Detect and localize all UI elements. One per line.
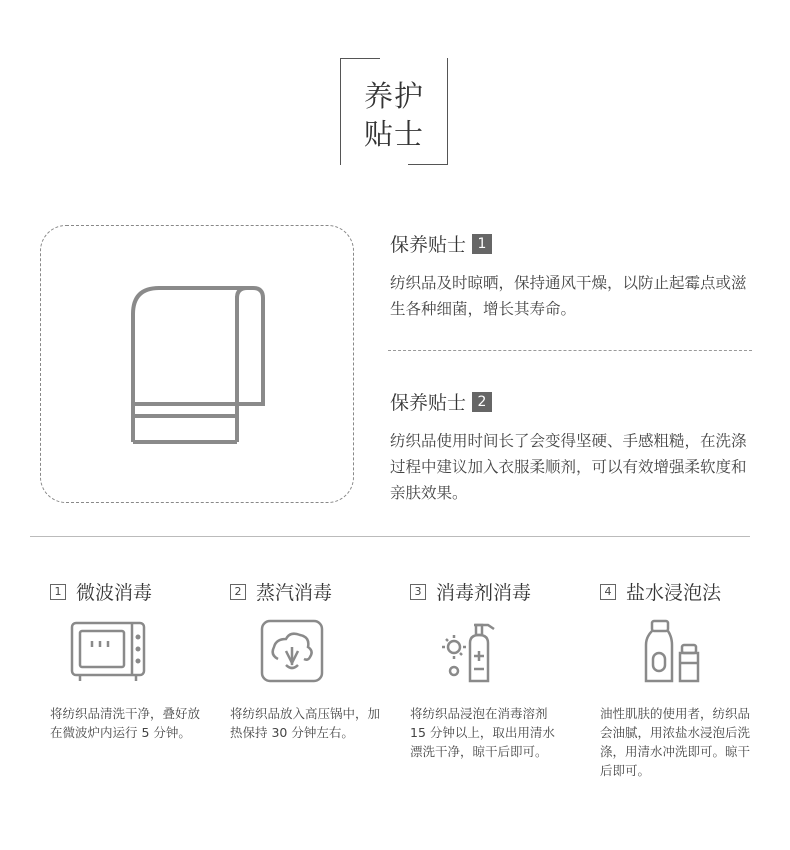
microwave-icon	[70, 619, 146, 683]
method-number: 4	[600, 584, 616, 600]
method-title: 盐水浸泡法	[626, 582, 722, 604]
care-tip-title: 保养贴士	[390, 392, 467, 414]
care-tip-text: 纺织品使用时间长了会变得坚硬、手感粗糙，在洗涤过程中建议加入衣服柔顺剂，可以有效增强柔软度和亲肤效果。	[390, 432, 747, 502]
method-heading	[410, 578, 580, 605]
care-tip-number-badge: 2	[472, 392, 492, 412]
method-description: 将纺织品浸泡在消毒溶剂 15 分钟以上，取出用清水漂洗干净，晾干后即可。	[410, 706, 555, 759]
method-title: 微波消毒	[76, 582, 153, 604]
care-tip-title: 保养贴士	[390, 234, 467, 256]
care-tip-text: 纺织品及时晾晒，保持通风干燥，以防止起霉点或滋生各种细菌，增长其寿命。	[390, 274, 747, 318]
disinfectant-bottle-icon	[440, 619, 506, 685]
method-number: 2	[230, 584, 246, 600]
care-tip-2	[390, 388, 760, 506]
care-tip-heading	[390, 388, 760, 415]
steam-icon	[260, 619, 324, 683]
method-title: 蒸汽消毒	[256, 582, 333, 604]
method-steam	[230, 578, 400, 740]
method-description: 将纺织品清洗干净，叠好放在微波炉内运行 5 分钟。	[50, 706, 201, 740]
tip-divider	[388, 350, 752, 351]
method-disinfectant	[410, 578, 580, 759]
towel-illustration-panel	[40, 225, 354, 503]
method-number: 3	[410, 584, 426, 600]
method-description: 油性肌肤的使用者，纺织品会油腻，用浓盐水浸泡后洗涤，用清水冲洗即可。晾干后即可。	[600, 706, 751, 778]
method-microwave	[50, 578, 220, 740]
method-description: 将纺织品放入高压锅中，加热保持 30 分钟左右。	[230, 706, 381, 740]
section-title	[340, 58, 448, 165]
section-divider	[30, 536, 750, 537]
method-number: 1	[50, 584, 66, 600]
method-heading	[230, 578, 400, 605]
method-heading	[50, 578, 220, 605]
method-heading	[600, 578, 770, 605]
care-tip-number-badge: 1	[472, 234, 492, 254]
title-line-1: 养护	[363, 79, 424, 113]
method-saltwater	[600, 578, 770, 778]
method-title: 消毒剂消毒	[436, 582, 532, 604]
title-line-2: 贴士	[363, 117, 424, 151]
care-tip-1	[390, 230, 760, 322]
towel-icon	[129, 284, 269, 446]
care-tip-heading	[390, 230, 760, 257]
salt-bottles-icon	[642, 619, 706, 685]
